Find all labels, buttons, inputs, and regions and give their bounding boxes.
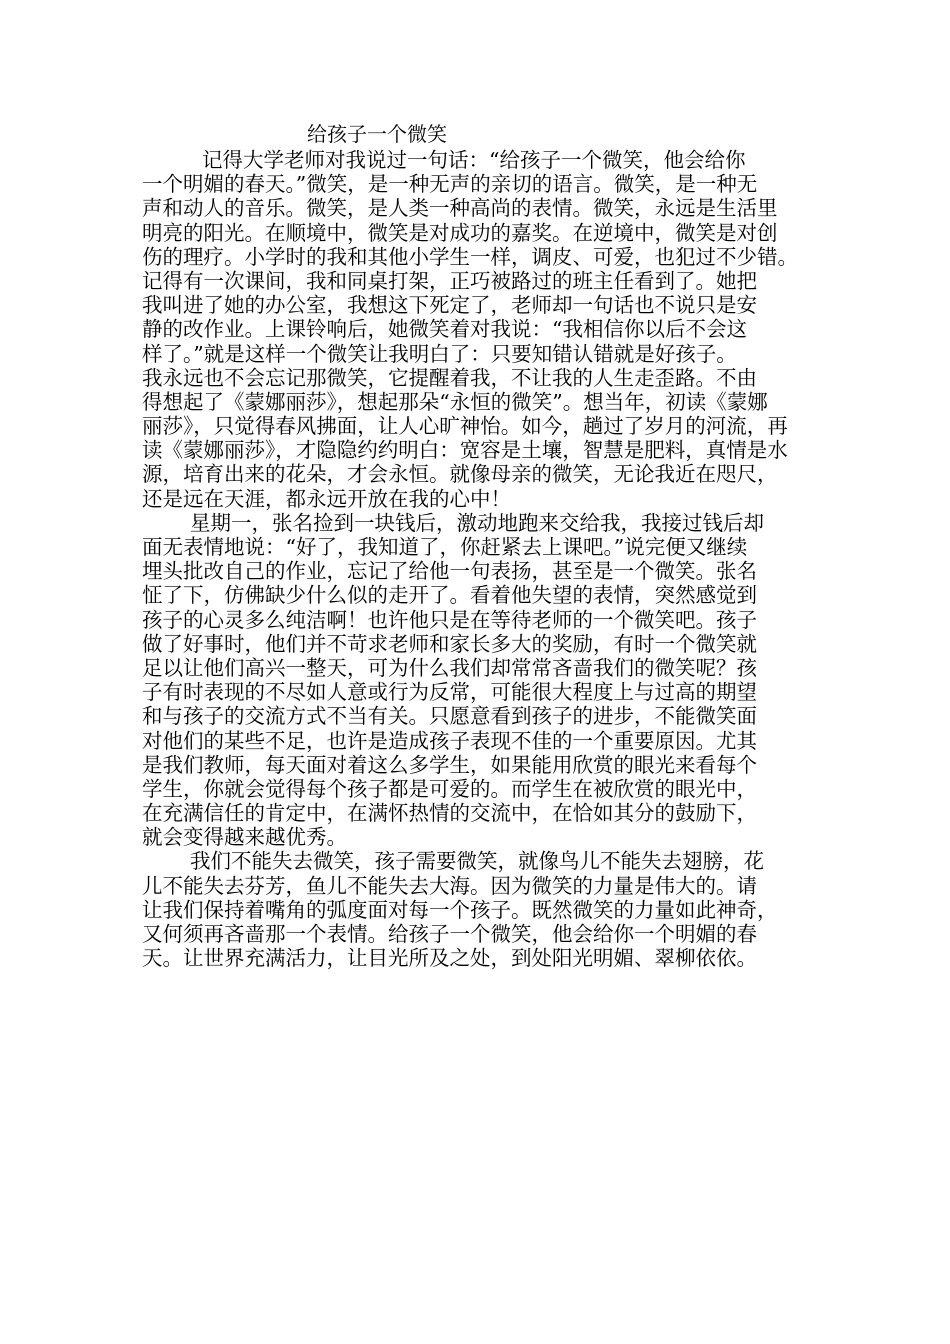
text-line: 埋头批改自己的作业，忘记了给他一句表扬，甚至是一个微笑。张名: [142, 559, 757, 584]
text-line: 儿不能失去芬芳，鱼儿不能失去大海。因为微笑的力量是伟大的。请: [142, 873, 757, 898]
text-line: 记得有一次课间，我和同桌打架，正巧被路过的班主任看到了。她把: [142, 268, 757, 293]
text-line: 让我们保持着嘴角的弧度面对每一个孩子。既然微笑的力量如此神奇，: [142, 897, 778, 922]
text-line: 星期一，张名捡到一块钱后，激动地跑来交给我，我接过钱后却: [190, 510, 764, 535]
text-line: 就会变得越来越优秀。: [142, 825, 347, 850]
text-line: 是我们教师，每天面对着这么多学生，如果能用欣赏的眼光来看每个: [142, 752, 757, 777]
text-line: 足以让他们高兴一整天，可为什么我们却常常吝啬我们的微笑呢？孩: [142, 655, 757, 680]
text-line: 我叫进了她的办公室，我想这下死定了，老师却一句话也不说只是安: [142, 293, 757, 318]
text-line: 做了好事时，他们并不苛求老师和家长多大的奖励，有时一个微笑就: [142, 631, 757, 656]
text-line: 子有时表现的不尽如人意或行为反常，可能很大程度上与过高的期望: [142, 680, 757, 705]
text-line: 源，培育出来的花朵，才会永恒。就像母亲的微笑，无论我近在咫尺，: [142, 462, 778, 487]
text-line: 天。让世界充满活力，让目光所及之处，到处阳光明媚、翠柳依依。: [142, 946, 757, 971]
text-line: 又何须再吝啬那一个表情。给孩子一个微笑，他会给你一个明媚的春: [142, 922, 757, 946]
text-line: 声和动人的音乐。微笑，是人类一种高尚的表情。微笑，永远是生活里: [142, 196, 778, 221]
text-line: 学生，你就会觉得每个孩子都是可爱的。而学生在被欣赏的眼光中，: [142, 776, 757, 801]
text-line: 得想起了《蒙娜丽莎》，想起那朵“永恒的微笑”。想当年，初读《蒙娜: [142, 389, 768, 414]
text-line: 我们不能失去微笑，孩子需要微笑，就像鸟儿不能失去翅膀，花: [190, 849, 764, 874]
text-line: 伤的理疗。小学时的我和其他小学生一样，调皮、可爱，也犯过不少错。: [142, 244, 798, 269]
text-line: 在充满信任的肯定中，在满怀热情的交流中，在恰如其分的鼓励下，: [142, 801, 757, 826]
text-line: 明亮的阳光。在顺境中，微笑是对成功的嘉奖。在逆境中，微笑是对创: [142, 220, 778, 245]
text-line: 样了。”就是这样一个微笑让我明白了：只要知错认错就是好孩子。: [142, 341, 737, 366]
document-title: 给孩子一个微笑: [307, 122, 447, 146]
document-body: [142, 148, 830, 970]
text-line: 记得大学老师对我说过一句话：“给孩子一个微笑，他会给你: [202, 148, 746, 172]
text-line: 读《蒙娜丽莎》，才隐隐约约明白：宽容是土壤，智慧是肥料，真情是水: [142, 438, 788, 463]
text-line: 还是远在天涯，都永远开放在我的心中！: [142, 486, 511, 511]
text-line: 对他们的某些不足，也许是造成孩子表现不佳的一个重要原因。尤其: [142, 728, 757, 753]
text-line: 和与孩子的交流方式不当有关。只愿意看到孩子的进步，不能微笑面: [142, 704, 757, 729]
text-line: 怔了下，仿佛缺少什么似的走开了。看着他失望的表情，突然感觉到: [142, 583, 757, 608]
text-line: 我永远也不会忘记那微笑，它提醒着我，不让我的人生走歪路。不由: [142, 365, 757, 390]
text-line: 面无表情地说：“好了，我知道了，你赶紧去上课吧。”说完便又继续: [142, 535, 748, 559]
text-line: 一个明媚的春天。”微笑，是一种无声的亲切的语言。微笑，是一种无: [142, 172, 758, 197]
text-line: 丽莎》，只觉得春风拂面，让人心旷神怡。如今，趟过了岁月的河流，再: [142, 414, 788, 439]
text-line: 孩子的心灵多么纯洁啊！也许他只是在等待老师的一个微笑吧。孩子: [142, 607, 757, 632]
text-line: 静的改作业。上课铃响后，她微笑着对我说：“我相信你以后不会这: [142, 317, 747, 342]
